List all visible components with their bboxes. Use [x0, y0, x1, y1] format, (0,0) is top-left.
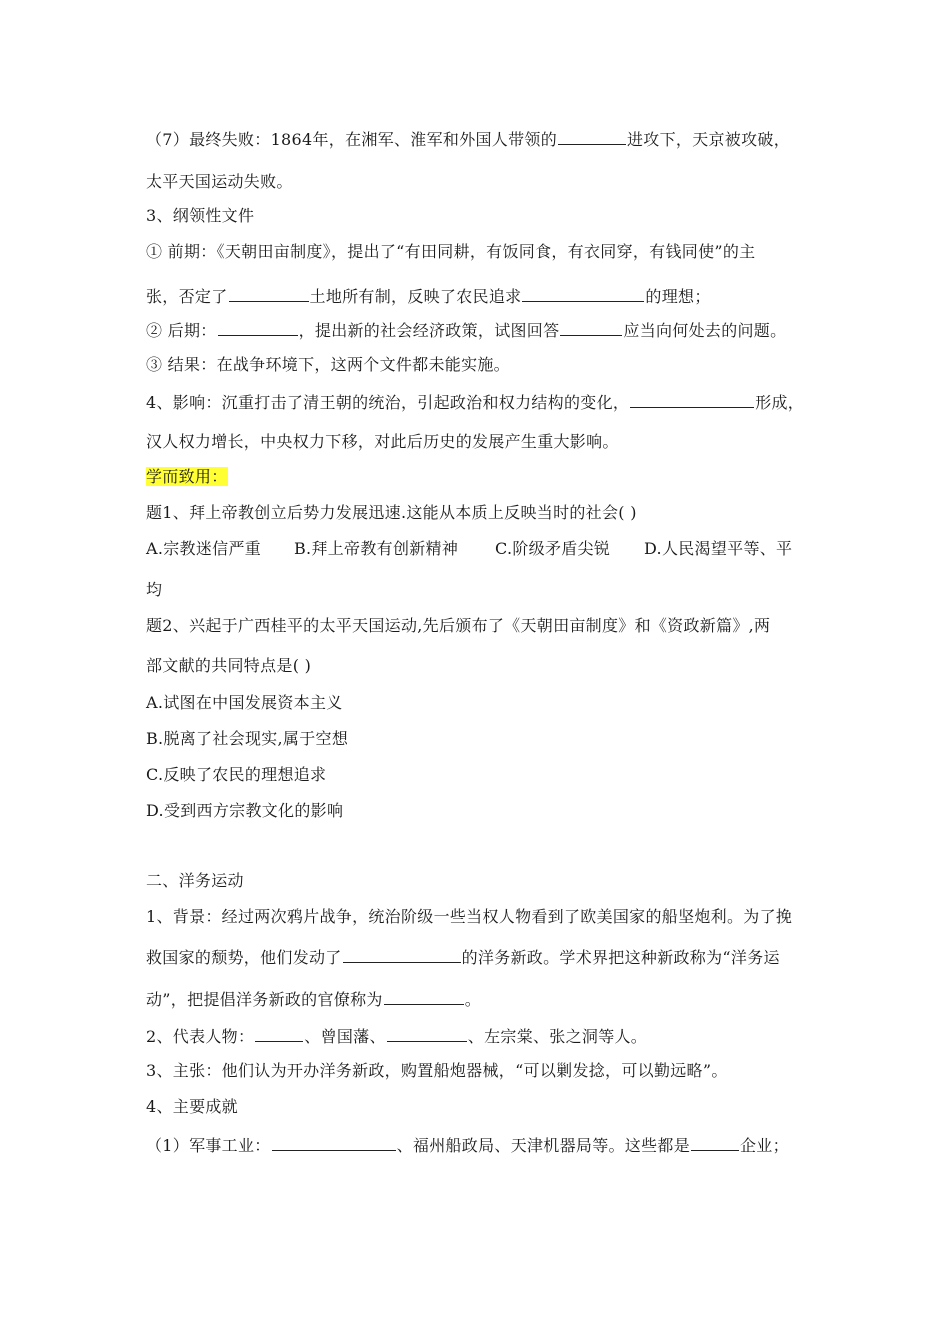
- fill-blank[interactable]: [255, 1025, 303, 1042]
- option-b[interactable]: B.拜上帝教有创新精神: [294, 539, 459, 558]
- question-2: 题2、兴起于广西桂平的太平天国运动,先后颁布了《天朝田亩制度》和《资政新篇》,两: [146, 616, 771, 635]
- fill-blank[interactable]: [387, 1025, 467, 1042]
- option-a[interactable]: A.试图在中国发展资本主义: [146, 693, 343, 712]
- fill-blank[interactable]: [272, 1134, 396, 1151]
- line-final-failure: （7）最终失败：1864年，在湘军、淮军和外国人带领的 进攻下，天京被攻破，: [146, 130, 791, 149]
- line-early-period-cont: 张，否定了 土地所有制，反映了农民追求 的理想；: [146, 287, 711, 306]
- option-d[interactable]: D.受到西方宗教文化的影响: [146, 801, 344, 820]
- line-influence-cont: 汉人权力增长，中央权力下移，对此后历史的发展产生重大影响。: [146, 432, 619, 451]
- line-military-industry: （1）军事工业： 、福州船政局、天津机器局等。这些都是 企业；: [146, 1136, 789, 1155]
- question-1-options: [146, 539, 792, 559]
- option-b[interactable]: B.脱离了社会现实,属于空想: [146, 729, 349, 748]
- question-1-option-d-cont: 均: [146, 580, 163, 599]
- option-a[interactable]: A.宗教迷信严重: [146, 539, 262, 558]
- line-background-end: 动”，把提倡洋务新政的官僚称为 。: [146, 990, 481, 1009]
- fill-blank[interactable]: [343, 946, 461, 963]
- section-heading-westernization: 二、洋务运动: [146, 871, 244, 890]
- line-influence: 4、影响：沉重打击了清王朝的统治，引起政治和权力结构的变化， 形成，: [146, 393, 805, 412]
- line-early-period: ① 前期：《天朝田亩制度》，提出了“有田同耕，有饭同食，有衣同穿，有钱同使”的主: [146, 242, 756, 261]
- option-d[interactable]: D.人民渴望平等、平: [644, 539, 793, 558]
- line-proposition: 3、主张：他们认为开办洋务新政，购置船炮器械，“可以剿发捻，可以勤远略”。: [146, 1061, 728, 1080]
- line-representatives: 2、代表人物： 、曾国藩、 、左宗棠、张之洞等人。: [146, 1027, 648, 1046]
- question-1: 题1、拜上帝教创立后势力发展迅速.这能从本质上反映当时的社会( ): [146, 503, 637, 522]
- line-result: ③ 结果：在战争环境下，这两个文件都未能实施。: [146, 355, 510, 374]
- fill-blank[interactable]: [522, 285, 644, 302]
- practice-heading: 学而致用：: [146, 467, 228, 486]
- line-late-period: ② 后期： ，提出新的社会经济政策，试图回答 应当向何处去的问题。: [146, 321, 787, 340]
- fill-blank[interactable]: [229, 285, 309, 302]
- line-failure-end: 太平天国运动失败。: [146, 172, 293, 191]
- fill-blank[interactable]: [560, 319, 622, 336]
- line-background: 1、背景：经过两次鸦片战争，统治阶级一些当权人物看到了欧美国家的船坚炮利。为了挽: [146, 907, 793, 926]
- fill-blank[interactable]: [691, 1134, 739, 1151]
- fill-blank[interactable]: [218, 319, 298, 336]
- fill-blank[interactable]: [384, 988, 464, 1005]
- line-achievements: 4、主要成就: [146, 1097, 238, 1116]
- question-2-cont: 部文献的共同特点是( ): [146, 656, 312, 675]
- option-c[interactable]: C.阶级矛盾尖锐: [495, 539, 611, 558]
- fill-blank[interactable]: [558, 128, 626, 145]
- option-c[interactable]: C.反映了农民的理想追求: [146, 765, 327, 784]
- line-background-cont: 救国家的颓势，他们发动了 的洋务新政。学术界把这种新政称为“洋务运: [146, 948, 780, 967]
- section-heading-programs: 3、纲领性文件: [146, 206, 255, 225]
- fill-blank[interactable]: [630, 391, 754, 408]
